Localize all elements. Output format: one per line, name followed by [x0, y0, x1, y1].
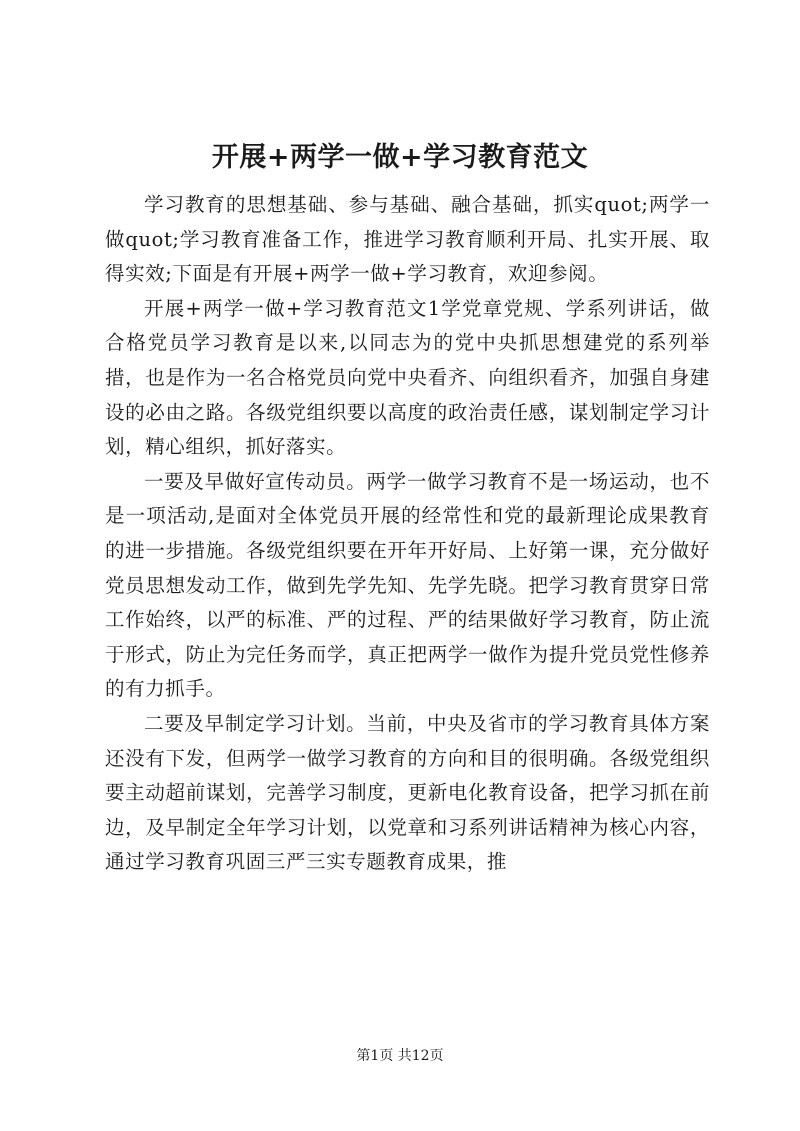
document-body — [105, 188, 710, 880]
paragraph-2: 一要及早做好宣传动员。两学一做学习教育不是一场运动，也不是一项活动,是面对全体党员开展的经常性和党的最新理论成果教育的进一步措施。各级党组织要在开年开好局、上好第一课，充分做好党员思想发动工作，做到先学先知、先学先晓。把学习教育贯穿日常工作始终，以严的标准、严的过程、严的结果做好学习教育，防止流于形式，防止为完任务而学，真正把两学一做作为提升党员党性修养的有力抓手。 — [105, 469, 710, 701]
paragraph-1: 开展+两学一做+学习教育范文1学党章党规、学系列讲话，做合格党员学习教育是以来,以同志为的党中央抓思想建党的系列举措，也是作为一名合格党员向党中央看齐、向组织看齐，加强自身建设的必由之路。各级党组织要以高度的政治责任感，谋划制定学习计划，精心组织，抓好落实。 — [105, 296, 710, 459]
document-title: 开展+两学一做+学习教育范文 — [211, 142, 589, 173]
paragraph-intro: 学习教育的思想基础、参与基础、融合基础，抓实quot;两学一做quot;学习教育准备工作，推进学习教育顺利开局、扎实开展、取得实效;下面是有开展+两学一做+学习教育，欢迎参阅。 — [105, 193, 710, 286]
paragraph-3: 二要及早制定学习计划。当前，中央及省市的学习教育具体方案还没有下发，但两学一做学习教育的方向和目的很明确。各级党组织要主动超前谋划，完善学习制度，更新电化教育设备，把学习抓在前边，及早制定全年学习计划，以党章和习系列讲话精神为核心内容，通过学习教育巩固三严三实专题教育成果，推 — [105, 711, 710, 874]
page-number-footer: 第1页 共12页 — [356, 1048, 444, 1064]
